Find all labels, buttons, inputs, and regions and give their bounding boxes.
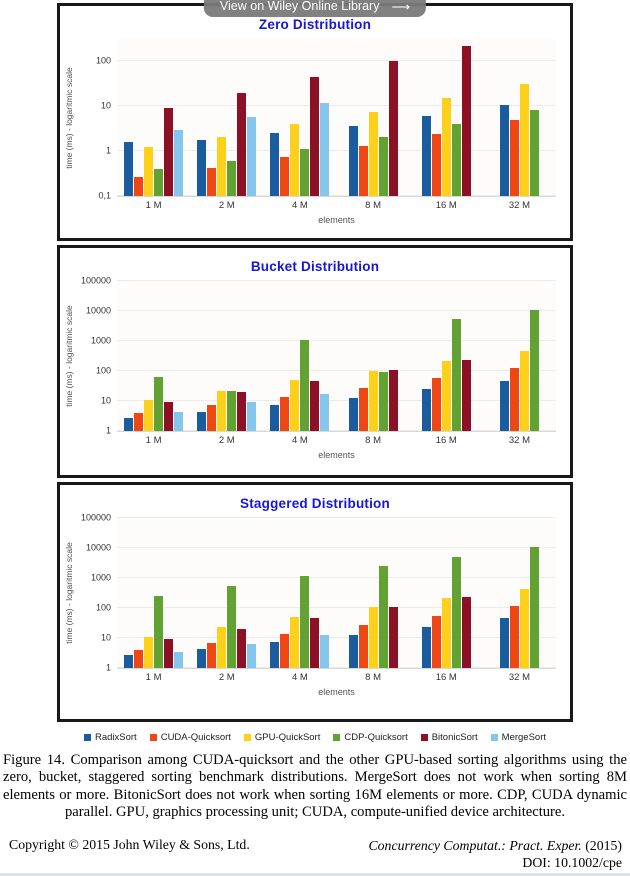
x-axis-ticks bbox=[117, 200, 556, 211]
x-tick-label: 32 M bbox=[508, 672, 530, 683]
banner-label: View on Wiley Online Library bbox=[219, 0, 380, 13]
bar-group-1-m bbox=[117, 281, 190, 431]
bar-cdp-quicksort bbox=[300, 340, 309, 431]
bar-cuda-quicksort bbox=[207, 643, 216, 668]
y-tick-label: 10 bbox=[100, 395, 111, 406]
legend-swatch bbox=[150, 734, 157, 741]
bar-radixsort bbox=[500, 105, 509, 196]
bar-bitonicsort bbox=[310, 381, 319, 431]
y-axis-label: time (ms) - logaritmic scale bbox=[63, 305, 74, 407]
bar-bitonicsort bbox=[462, 360, 471, 431]
bar-cdp-quicksort bbox=[452, 124, 461, 196]
bar-gpu-quicksort bbox=[290, 380, 299, 431]
y-axis bbox=[77, 512, 117, 673]
y-tick-label: 100000 bbox=[80, 275, 111, 286]
arrow-right-icon: ⟶ bbox=[391, 0, 411, 14]
y-tick-label: 100 bbox=[95, 602, 111, 613]
bar-radixsort bbox=[270, 642, 279, 668]
view-on-wiley-button[interactable] bbox=[204, 0, 426, 17]
bar-cuda-quicksort bbox=[280, 157, 289, 196]
bar-cdp-quicksort bbox=[379, 137, 388, 196]
bar-gpu-quicksort bbox=[369, 371, 378, 431]
y-tick-label: 100 bbox=[95, 365, 111, 376]
bar-cdp-quicksort bbox=[379, 566, 388, 668]
y-axis-label-column bbox=[60, 281, 77, 431]
legend-swatch bbox=[421, 734, 428, 741]
x-axis-ticks bbox=[117, 435, 556, 446]
bar-gpu-quicksort bbox=[442, 98, 451, 196]
bar-mergesort bbox=[247, 402, 256, 431]
bar-cuda-quicksort bbox=[134, 177, 143, 196]
y-tick-label: 1 bbox=[105, 425, 111, 436]
bar-group-8-m bbox=[337, 518, 410, 668]
bar-radixsort bbox=[422, 116, 431, 196]
legend-swatch bbox=[491, 734, 498, 741]
bar-group-4-m bbox=[263, 281, 336, 431]
bar-radixsort bbox=[349, 635, 358, 668]
bar-mergesort bbox=[320, 103, 329, 196]
bar-radixsort bbox=[124, 655, 133, 668]
bar-cuda-quicksort bbox=[280, 634, 289, 668]
bar-group-4-m bbox=[263, 39, 336, 196]
x-tick-label: 2 M bbox=[218, 200, 235, 211]
y-tick-label: 10 bbox=[100, 632, 111, 643]
chart-body bbox=[60, 512, 570, 673]
y-axis-label-column bbox=[60, 518, 77, 668]
x-tick-label: 1 M bbox=[145, 200, 162, 211]
bar-radixsort bbox=[270, 133, 279, 196]
chart-title: Zero Distribution bbox=[258, 17, 372, 32]
y-axis bbox=[77, 275, 117, 436]
legend-swatch bbox=[84, 734, 91, 741]
bar-radixsort bbox=[197, 649, 206, 668]
copyright-text: Copyright © 2015 John Wiley & Sons, Ltd. bbox=[9, 836, 250, 852]
bar-group-32-m bbox=[483, 39, 556, 196]
bar-gpu-quicksort bbox=[520, 84, 529, 196]
bar-radixsort bbox=[500, 381, 509, 431]
bar-cuda-quicksort bbox=[134, 413, 143, 431]
bar-gpu-quicksort bbox=[290, 124, 299, 196]
bar-cuda-quicksort bbox=[359, 625, 368, 668]
bar-gpu-quicksort bbox=[217, 627, 226, 668]
bar-cdp-quicksort bbox=[227, 161, 236, 196]
x-tick-label: 16 M bbox=[435, 435, 457, 446]
bar-gpu-quicksort bbox=[217, 137, 226, 196]
bar-gpu-quicksort bbox=[442, 361, 451, 431]
bar-bitonicsort bbox=[462, 46, 471, 196]
bar-cdp-quicksort bbox=[227, 391, 236, 431]
bar-group-8-m bbox=[337, 281, 410, 431]
bar-group-32-m bbox=[483, 518, 556, 668]
bar-group-2-m bbox=[190, 518, 263, 668]
plot-area bbox=[117, 518, 556, 669]
bar-group-16-m bbox=[410, 281, 483, 431]
doi-text: DOI: 10.1002/cpe bbox=[522, 855, 622, 871]
bar-cdp-quicksort bbox=[300, 576, 309, 668]
bar-gpu-quicksort bbox=[144, 637, 153, 668]
plot-area bbox=[117, 281, 556, 432]
y-tick-label: 10 bbox=[100, 100, 111, 111]
bar-cdp-quicksort bbox=[452, 319, 461, 431]
legend-item-cdp-quicksort bbox=[333, 732, 407, 743]
legend-label: GPU-QuickSort bbox=[254, 732, 321, 743]
bar-radixsort bbox=[197, 412, 206, 431]
x-axis-title: elements bbox=[318, 450, 355, 460]
bar-cdp-quicksort bbox=[154, 377, 163, 431]
bar-gpu-quicksort bbox=[217, 391, 226, 431]
bar-mergesort bbox=[247, 117, 256, 196]
x-tick-label: 2 M bbox=[218, 435, 235, 446]
chart-body bbox=[60, 39, 570, 201]
y-tick-label: 1 bbox=[105, 662, 111, 673]
bar-gpu-quicksort bbox=[520, 351, 529, 431]
bar-bitonicsort bbox=[164, 402, 173, 431]
x-tick-label: 4 M bbox=[292, 200, 308, 211]
y-tick-label: 1 bbox=[105, 145, 111, 156]
chart-panel-zero-distribution bbox=[57, 3, 573, 241]
y-axis bbox=[77, 39, 117, 201]
chart-panel-bucket-distribution bbox=[57, 245, 573, 478]
bar-cdp-quicksort bbox=[379, 372, 388, 431]
bar-group-2-m bbox=[190, 39, 263, 196]
y-tick-label: 100 bbox=[95, 55, 111, 66]
bar-cuda-quicksort bbox=[510, 120, 519, 196]
bar-cuda-quicksort bbox=[432, 378, 441, 431]
chart-body bbox=[60, 275, 570, 436]
bar-gpu-quicksort bbox=[520, 589, 529, 668]
bar-radixsort bbox=[422, 389, 431, 431]
chart-legend bbox=[0, 732, 630, 743]
bar-mergesort bbox=[247, 644, 256, 668]
bar-bitonicsort bbox=[237, 93, 246, 196]
bar-group-2-m bbox=[190, 281, 263, 431]
legend-item-cuda-quicksort bbox=[150, 732, 231, 743]
bar-cuda-quicksort bbox=[510, 606, 519, 668]
bar-group-1-m bbox=[117, 518, 190, 668]
bar-cdp-quicksort bbox=[300, 149, 309, 196]
chart-title: Staggered Distribution bbox=[240, 496, 390, 511]
y-tick-label: 100000 bbox=[80, 512, 111, 523]
bar-cuda-quicksort bbox=[432, 134, 441, 196]
x-axis-ticks bbox=[117, 672, 556, 683]
legend-label: CDP-Quicksort bbox=[344, 732, 408, 743]
bar-group-16-m bbox=[410, 39, 483, 196]
bar-cuda-quicksort bbox=[359, 388, 368, 431]
bar-mergesort bbox=[174, 412, 183, 431]
legend-label: CUDA-Quicksort bbox=[160, 732, 231, 743]
bar-cdp-quicksort bbox=[154, 596, 163, 668]
y-tick-label: 1000 bbox=[90, 572, 111, 583]
legend-swatch bbox=[333, 734, 340, 741]
bar-mergesort bbox=[320, 635, 329, 668]
bar-cdp-quicksort bbox=[452, 557, 461, 668]
bar-radixsort bbox=[500, 618, 509, 668]
bar-gpu-quicksort bbox=[144, 400, 153, 431]
bar-gpu-quicksort bbox=[144, 147, 153, 196]
x-tick-label: 8 M bbox=[365, 672, 382, 683]
bar-bitonicsort bbox=[310, 618, 319, 668]
y-tick-label: 0,1 bbox=[98, 190, 111, 201]
bar-cdp-quicksort bbox=[227, 586, 236, 668]
journal-year: (2015) bbox=[581, 837, 622, 853]
legend-item-gpu-quicksort bbox=[244, 732, 320, 743]
journal-citation bbox=[368, 837, 622, 872]
x-tick-label: 16 M bbox=[435, 672, 457, 683]
x-tick-label: 1 M bbox=[145, 435, 162, 446]
legend-label: MergeSort bbox=[501, 732, 547, 743]
bar-bitonicsort bbox=[389, 607, 398, 668]
bar-radixsort bbox=[349, 126, 358, 196]
bar-gpu-quicksort bbox=[290, 617, 299, 668]
bar-radixsort bbox=[124, 142, 133, 196]
bar-gpu-quicksort bbox=[442, 598, 451, 668]
y-tick-label: 10000 bbox=[85, 305, 111, 316]
legend-label: BitonicSort bbox=[431, 732, 478, 743]
figure-caption: Figure 14. Comparison among CUDA-quicksort and the other GPU-based sorting algorithms using the zero, bucket, staggered sorting benchmark distributions. MergeSort does not work when sorting 8M elements or more. BitonicSort does not work when sorting 16M elements or more. CDP, CUDA dynamic parallel. GPU, graphics processing unit; CUDA, compute-unified device architecture. bbox=[3, 752, 627, 821]
bar-gpu-quicksort bbox=[369, 112, 378, 196]
bar-bitonicsort bbox=[164, 639, 173, 668]
legend-item-mergesort bbox=[491, 732, 546, 743]
x-tick-label: 16 M bbox=[435, 200, 457, 211]
page-footer bbox=[9, 837, 622, 872]
bar-cdp-quicksort bbox=[530, 310, 539, 431]
plot-area bbox=[117, 39, 556, 197]
bar-cuda-quicksort bbox=[359, 146, 368, 196]
bar-mergesort bbox=[174, 652, 183, 668]
y-axis-label-column bbox=[60, 39, 77, 196]
x-axis-title: elements bbox=[318, 215, 355, 225]
legend-label: RadixSort bbox=[94, 732, 137, 743]
bar-group-1-m bbox=[117, 39, 190, 196]
x-tick-label: 32 M bbox=[508, 435, 530, 446]
bar-radixsort bbox=[197, 140, 206, 196]
y-tick-label: 1000 bbox=[90, 335, 111, 346]
bar-cdp-quicksort bbox=[154, 169, 163, 196]
bar-group-8-m bbox=[337, 39, 410, 196]
bar-cuda-quicksort bbox=[207, 168, 216, 196]
bar-bitonicsort bbox=[237, 392, 246, 431]
bar-group-16-m bbox=[410, 518, 483, 668]
chart-panel-staggered-distribution bbox=[57, 482, 573, 722]
bar-radixsort bbox=[349, 398, 358, 431]
chart-title: Bucket Distribution bbox=[250, 259, 380, 274]
bar-radixsort bbox=[422, 627, 431, 668]
bar-bitonicsort bbox=[462, 597, 471, 668]
legend-item-bitonicsort bbox=[421, 732, 478, 743]
bar-cuda-quicksort bbox=[207, 405, 216, 431]
bar-group-4-m bbox=[263, 518, 336, 668]
bar-radixsort bbox=[270, 405, 279, 431]
bar-bitonicsort bbox=[389, 370, 398, 431]
x-axis-title: elements bbox=[318, 687, 355, 697]
bar-radixsort bbox=[124, 418, 133, 431]
legend-item-radixsort bbox=[84, 732, 137, 743]
legend-swatch bbox=[244, 734, 251, 741]
bar-cuda-quicksort bbox=[280, 397, 289, 431]
x-tick-label: 2 M bbox=[218, 672, 235, 683]
bar-bitonicsort bbox=[310, 77, 319, 196]
x-tick-label: 1 M bbox=[145, 672, 162, 683]
x-tick-label: 4 M bbox=[292, 435, 308, 446]
bar-mergesort bbox=[174, 130, 183, 196]
bar-group-32-m bbox=[483, 281, 556, 431]
bar-bitonicsort bbox=[164, 108, 173, 196]
bar-bitonicsort bbox=[237, 629, 246, 668]
x-tick-label: 32 M bbox=[508, 200, 530, 211]
bar-bitonicsort bbox=[389, 61, 398, 196]
bar-cdp-quicksort bbox=[530, 110, 539, 196]
x-tick-label: 8 M bbox=[365, 435, 382, 446]
journal-name: Concurrency Computat.: Pract. Exper. bbox=[368, 837, 582, 853]
y-axis-label: time (ms) - logaritmic scale bbox=[63, 66, 74, 169]
x-tick-label: 4 M bbox=[292, 672, 308, 683]
bar-cdp-quicksort bbox=[530, 547, 539, 668]
bar-cuda-quicksort bbox=[432, 616, 441, 668]
y-tick-label: 10000 bbox=[85, 542, 111, 553]
bar-cuda-quicksort bbox=[134, 650, 143, 668]
y-axis-label: time (ms) - logaritmic scale bbox=[63, 542, 74, 644]
bar-mergesort bbox=[320, 394, 329, 431]
bar-gpu-quicksort bbox=[369, 607, 378, 668]
x-tick-label: 8 M bbox=[365, 200, 382, 211]
bar-cuda-quicksort bbox=[510, 368, 519, 431]
